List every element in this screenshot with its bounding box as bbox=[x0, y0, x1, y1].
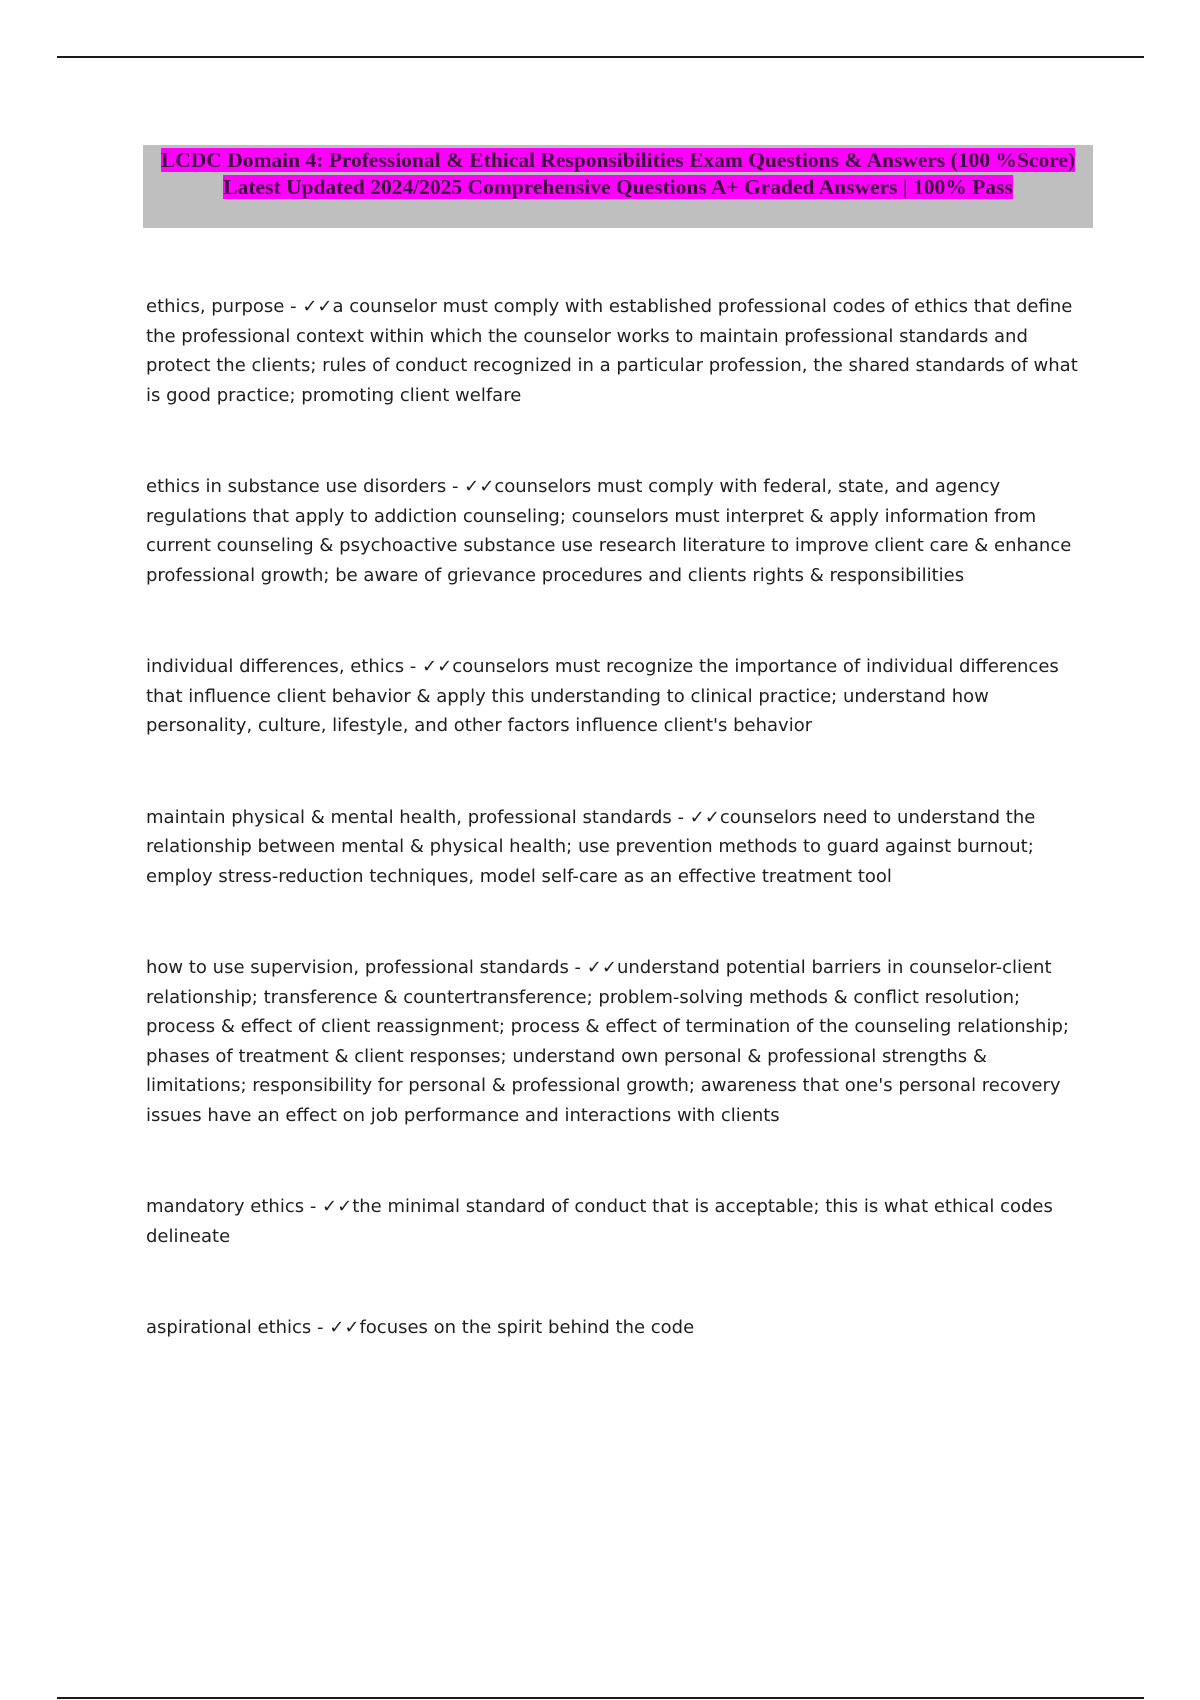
qa-entry bbox=[146, 1192, 1086, 1251]
qa-entry bbox=[146, 953, 1086, 1130]
entry-term: how to use supervision, professional standards bbox=[146, 957, 569, 978]
entry-term: mandatory ethics bbox=[146, 1196, 305, 1217]
entry-separator: - bbox=[446, 476, 465, 497]
entry-term: aspirational ethics bbox=[146, 1317, 312, 1338]
entry-definition: focuses on the spirit behind the code bbox=[359, 1317, 695, 1338]
qa-entry bbox=[146, 292, 1086, 410]
check-mark-icon: ✓✓ bbox=[329, 1317, 360, 1338]
check-mark-icon: ✓✓ bbox=[586, 957, 617, 978]
entry-separator: - bbox=[404, 656, 423, 677]
entry-separator: - bbox=[311, 1317, 330, 1338]
top-rule bbox=[57, 56, 1144, 58]
entry-term: ethics, purpose bbox=[146, 296, 285, 317]
check-mark-icon: ✓✓ bbox=[464, 476, 495, 497]
document-title-banner bbox=[143, 145, 1093, 228]
entry-definition: the minimal standard of conduct that is acceptable; this is what ethical codes delineate bbox=[146, 1196, 1053, 1247]
entry-separator: - bbox=[284, 296, 303, 317]
qa-entry bbox=[146, 1313, 1086, 1343]
entry-term: ethics in substance use disorders bbox=[146, 476, 447, 497]
check-mark-icon: ✓✓ bbox=[689, 806, 720, 828]
bottom-rule bbox=[57, 1697, 1144, 1699]
check-mark-icon: ✓✓ bbox=[322, 1196, 353, 1217]
qa-entry bbox=[146, 472, 1086, 590]
entry-term: individual differences, ethics bbox=[146, 656, 405, 677]
qa-list bbox=[146, 292, 1086, 1343]
qa-entry bbox=[146, 803, 1086, 892]
entry-definition: counselors need to understand the relationship between mental & physical health; use prevention methods to guard against burnout; employ stress-reduction techniques, model self-care as an effective treatment tool bbox=[146, 806, 1036, 887]
entry-definition: counselors must comply with federal, state, and agency regulations that apply to addiction counseling; counselors must interpret & apply information from current counseling & psychoactive substance use research literature to improve client care & enhance professional growth; be aware of grievance procedures and clients rights & responsibilities bbox=[146, 476, 1072, 586]
entry-definition: counselors must recognize the importance of individual differences that influence client behavior & apply this understanding to clinical practice; understand how personality, culture, lifestyle, and other factors influence client's behavior bbox=[146, 656, 1059, 736]
entry-term: maintain physical & mental health, professional standards bbox=[146, 806, 672, 828]
entry-separator: - bbox=[568, 957, 587, 978]
check-mark-icon: ✓✓ bbox=[422, 656, 453, 677]
qa-entry bbox=[146, 652, 1086, 741]
entry-separator: - bbox=[671, 806, 690, 828]
entry-definition: understand potential barriers in counselor-client relationship; transference & countertransference; problem-solving methods & conflict resolution; process & effect of client reassignment; process & effect of termination of the counseling relationship; phases of treatment & client responses; understand own personal & professional strengths & limitations; responsibility for personal & professional growth; awareness that one's personal recovery issues have an effect on job performance and interactions with clients bbox=[146, 957, 1069, 1126]
check-mark-icon: ✓✓ bbox=[302, 296, 333, 317]
document-title: LCDC Domain 4: Professional & Ethical Responsibilities Exam Questions & Answers (100 %Score) Latest Updated 2024/2025 Comprehensive Questions A+ Graded Answers | 100% Pass bbox=[160, 148, 1076, 199]
entry-definition: a counselor must comply with established professional codes of ethics that define the professional context within which the counselor works to maintain professional standards and protect the clients; rules of conduct recognized in a particular profession, the shared standards of what is good practice; promoting client welfare bbox=[146, 296, 1078, 406]
entry-separator: - bbox=[304, 1196, 323, 1217]
